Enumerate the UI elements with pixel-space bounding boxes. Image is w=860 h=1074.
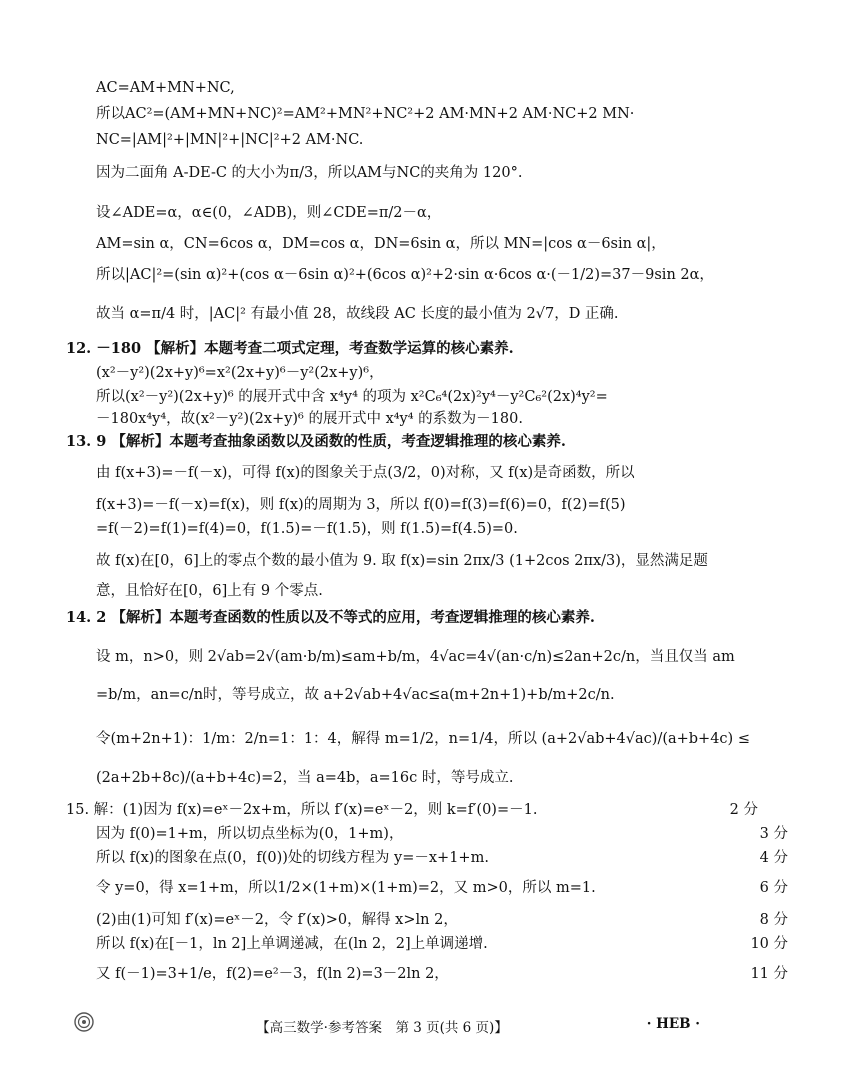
- score-label: 8 分: [759, 912, 788, 928]
- text-line: =b/m，an=c/n时，等号成立，故 a+2√ab+4√ac≤a(m+2n+1)+b/m+2c/n.: [96, 687, 615, 703]
- question-15-line: [96, 937, 860, 952]
- page-footer: [0, 1012, 764, 1036]
- text-line: 所以(x²－y²)(2x+y)⁶ 的展开式中含 x⁴y⁴ 的项为 x²C₆⁴(2x)²y⁴－y²C₆²(2x)⁴y²=: [96, 389, 608, 405]
- text-line: 由 f(x+3)=－f(－x)，可得 f(x)的图象关于点(3/2，0)对称，又 f(x)是奇函数，所以: [96, 465, 635, 481]
- score-label: 10 分: [750, 936, 788, 952]
- text-line: 设 m，n>0，则 2√ab=2√(am·b/m)≤am+b/m，4√ac=4√(an·c/n)≤2an+2c/n，当且仅当 am: [96, 649, 735, 665]
- question-15-line: [96, 881, 860, 896]
- question-13-header: 13. 9 【解析】本题考查抽象函数以及函数的性质，考查逻辑推理的核心素养.: [66, 433, 566, 450]
- question-15-line: [66, 803, 830, 818]
- text-line: 意，且恰好在[0，6]上有 9 个零点.: [96, 583, 323, 599]
- text-line: 设∠ADE=α，α∈(0，∠ADB)，则∠CDE=π/2－α，: [96, 205, 442, 221]
- score-label: 6 分: [759, 880, 788, 896]
- text-line: 因为二面角 A-DE-C 的大小为π/3，所以AM与NC的夹角为 120°.: [96, 165, 523, 181]
- text-line: 故当 α=π/4 时，|AC|² 有最小值 28，故线段 AC 长度的最小值为 2√7，D 正确.: [96, 306, 619, 322]
- line-text: 又 f(－1)=3+1/e，f(2)=e²－3，f(ln 2)=3－2ln 2，: [96, 966, 449, 982]
- line-text: 15. 解：(1)因为 f(x)=eˣ－2x+m，所以 f′(x)=eˣ－2，则 k=f′(0)=－1.: [66, 802, 538, 818]
- text-line: 所以|AC|²=(sin α)²+(cos α－6sin α)²+(6cos α)²+2·sin α·6cos α·(－1/2)=37－9sin 2α，: [96, 267, 714, 283]
- text-line: f(x+3)=－f(－x)=f(x)，则 f(x)的周期为 3，所以 f(0)=f(3)=f(6)=0，f(2)=f(5): [96, 497, 626, 513]
- score-label: 4 分: [759, 850, 788, 866]
- score-label: 11 分: [750, 966, 788, 982]
- question-12-header: 12. －180 【解析】本题考查二项式定理，考查数学运算的核心素养.: [66, 340, 514, 357]
- score-label: 2 分: [729, 802, 758, 818]
- text-line: AC=AM+MN+NC,: [96, 80, 235, 96]
- text-line: AM=sin α，CN=6cos α，DM=cos α，DN=6sin α，所以 MN=|cos α－6sin α|，: [96, 236, 666, 252]
- text-line: (x²－y²)(2x+y)⁶=x²(2x+y)⁶－y²(2x+y)⁶，: [96, 365, 384, 381]
- score-label: 3 分: [759, 826, 788, 842]
- text-line: (2a+2b+8c)/(a+b+4c)=2，当 a=4b，a=16c 时，等号成立.: [96, 770, 514, 786]
- question-15-line: [96, 827, 860, 842]
- line-text: (2)由(1)可知 f′(x)=eˣ－2，令 f′(x)>0，解得 x>ln 2，: [96, 912, 458, 928]
- text-line: 故 f(x)在[0，6]上的零点个数的最小值为 9. 取 f(x)=sin 2πx/3 (1+2cos 2πx/3)，显然满足题: [96, 553, 708, 569]
- line-text: 令 y=0，得 x=1+m，所以1/2×(1+m)×(1+m)=2，又 m>0，所以 m=1.: [96, 880, 596, 896]
- footer-page-info: 【高三数学·参考答案 第 3 页(共 6 页)】: [256, 1020, 508, 1036]
- text-line: 令(m+2n+1)：1/m：2/n=1：1：4，解得 m=1/2，n=1/4，所以 (a+2√ab+4√ac)/(a+b+4c) ≤: [96, 731, 750, 747]
- question-15-line: [96, 851, 860, 866]
- text-line: 所以AC²=(AM+MN+NC)²=AM²+MN²+NC²+2 AM·MN+2 AM·NC+2 MN·: [96, 106, 635, 122]
- text-line: －180x⁴y⁴，故(x²－y²)(2x+y)⁶ 的展开式中 x⁴y⁴ 的系数为－180.: [96, 411, 523, 427]
- question-14-header: 14. 2 【解析】本题考查函数的性质以及不等式的应用，考查逻辑推理的核心素养.: [66, 609, 595, 626]
- line-text: 因为 f(0)=1+m，所以切点坐标为(0，1+m)，: [96, 826, 404, 842]
- question-15-line: [96, 913, 860, 928]
- text-line: =f(－2)=f(1)=f(4)=0，f(1.5)=－f(1.5)，则 f(1.5)=f(4.5)=0.: [96, 521, 518, 537]
- question-15-line: [96, 967, 860, 982]
- text-line: NC=|AM|²+|MN|²+|NC|²+2 AM·NC.: [96, 132, 364, 148]
- footer-code: · HEB ·: [646, 1016, 700, 1032]
- line-text: 所以 f(x)在[－1，ln 2]上单调递减，在(ln 2，2]上单调递增.: [96, 936, 488, 952]
- line-text: 所以 f(x)的图象在点(0，f(0))处的切线方程为 y=－x+1+m.: [96, 850, 489, 866]
